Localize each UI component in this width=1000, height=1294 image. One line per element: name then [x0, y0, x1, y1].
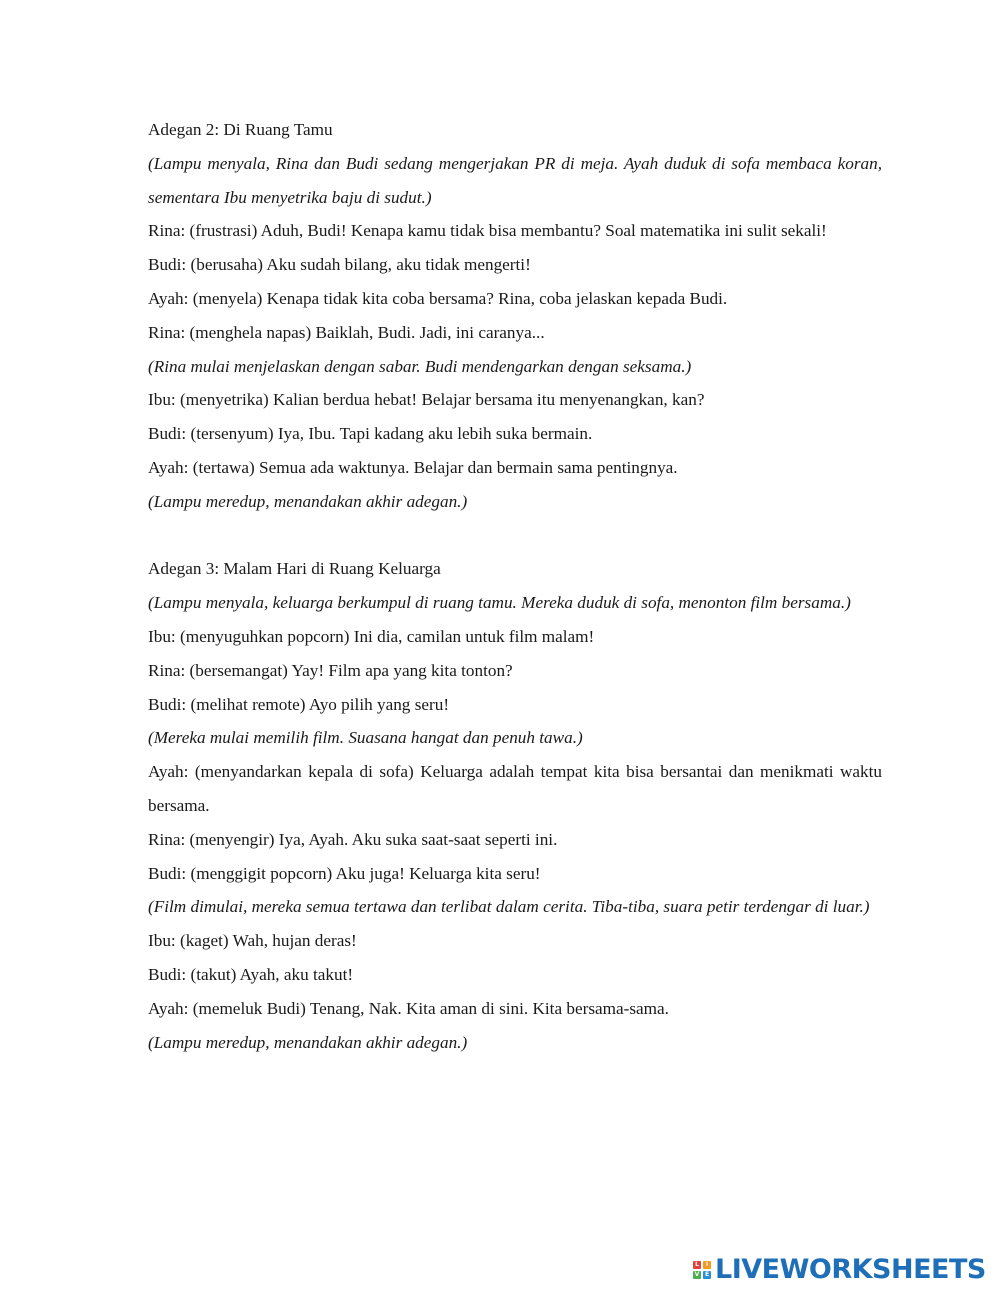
dialogue-line: Budi: (menggigit popcorn) Aku juga! Keluarga kita seru!: [148, 863, 541, 883]
script-page: [148, 113, 882, 1059]
dialogue-line: Ayah: (menyela) Kenapa tidak kita coba bersama? Rina, coba jelaskan kepada Budi.: [148, 288, 728, 308]
dialogue-line: Ibu: (kaget) Wah, hujan deras!: [148, 931, 357, 951]
liveworksheets-logo-text: LIVEWORKSHEETS: [715, 1254, 986, 1285]
logo-icon-tile-i: I: [703, 1261, 711, 1269]
stage-direction: (Rina mulai menjelaskan dengan sabar. Budi mendengarkan dengan seksama.): [148, 356, 692, 376]
stage-direction: (Lampu menyala, Rina dan Budi sedang mengerjakan PR di meja. Ayah duduk di sofa membaca koran, sementara Ibu menyetrika baju di sudut.): [148, 153, 882, 207]
stage-direction: (Lampu menyala, keluarga berkumpul di ruang tamu. Mereka duduk di sofa, menonton film bersama.): [148, 593, 851, 613]
stage-direction: (Mereka mulai memilih film. Suasana hangat dan penuh tawa.): [148, 728, 583, 748]
dialogue-line: Budi: (takut) Ayah, aku takut!: [148, 964, 354, 984]
dialogue-line: Budi: (melihat remote) Ayo pilih yang seru!: [148, 694, 450, 714]
dialogue-line: Ibu: (menyuguhkan popcorn) Ini dia, camilan untuk film malam!: [148, 626, 595, 646]
logo-icon-tile-e: E: [704, 1271, 710, 1278]
liveworksheets-logo-icon: [693, 1261, 711, 1279]
scene2-heading: Adegan 2: Di Ruang Tamu: [148, 120, 333, 139]
dialogue-line: Ibu: (menyetrika) Kalian berdua hebat! Belajar bersama itu menyenangkan, kan?: [148, 390, 705, 410]
stage-direction: (Lampu meredup, menandakan akhir adegan.): [148, 1032, 468, 1052]
stage-direction: (Film dimulai, mereka semua tertawa dan terlibat dalam cerita. Tiba-tiba, suara petir terdengar di luar.): [148, 897, 870, 917]
dialogue-line: Rina: (bersemangat) Yay! Film apa yang kita tonton?: [148, 660, 513, 680]
dialogue-line: Budi: (berusaha) Aku sudah bilang, aku tidak mengerti!: [148, 255, 531, 275]
dialogue-line: Ayah: (menyandarkan kepala di sofa) Keluarga adalah tempat kita bisa bersantai dan menikmati waktu bersama.: [148, 762, 882, 815]
dialogue-line: Rina: (menyengir) Iya, Ayah. Aku suka saat-saat seperti ini.: [148, 829, 558, 849]
logo-icon-tile-v: V: [694, 1271, 700, 1278]
dialogue-line: Rina: (menghela napas) Baiklah, Budi. Jadi, ini caranya...: [148, 322, 545, 342]
dialogue-line: Budi: (tersenyum) Iya, Ibu. Tapi kadang aku lebih suka bermain.: [148, 424, 593, 444]
scene3-heading: Adegan 3: Malam Hari di Ruang Keluarga: [148, 559, 441, 579]
dialogue-line: Ayah: (memeluk Budi) Tenang, Nak. Kita aman di sini. Kita bersama-sama.: [148, 998, 669, 1018]
dialogue-line: Rina: (frustrasi) Aduh, Budi! Kenapa kamu tidak bisa membantu? Soal matematika ini sulit sekali!: [148, 221, 827, 241]
scene-spacer: [148, 519, 882, 553]
logo-icon-tile-l: L: [693, 1261, 701, 1269]
dialogue-line: Ayah: (tertawa) Semua ada waktunya. Belajar dan bermain sama pentingnya.: [148, 457, 678, 477]
liveworksheets-logo: [693, 1253, 986, 1287]
stage-direction: (Lampu meredup, menandakan akhir adegan.): [148, 491, 468, 511]
